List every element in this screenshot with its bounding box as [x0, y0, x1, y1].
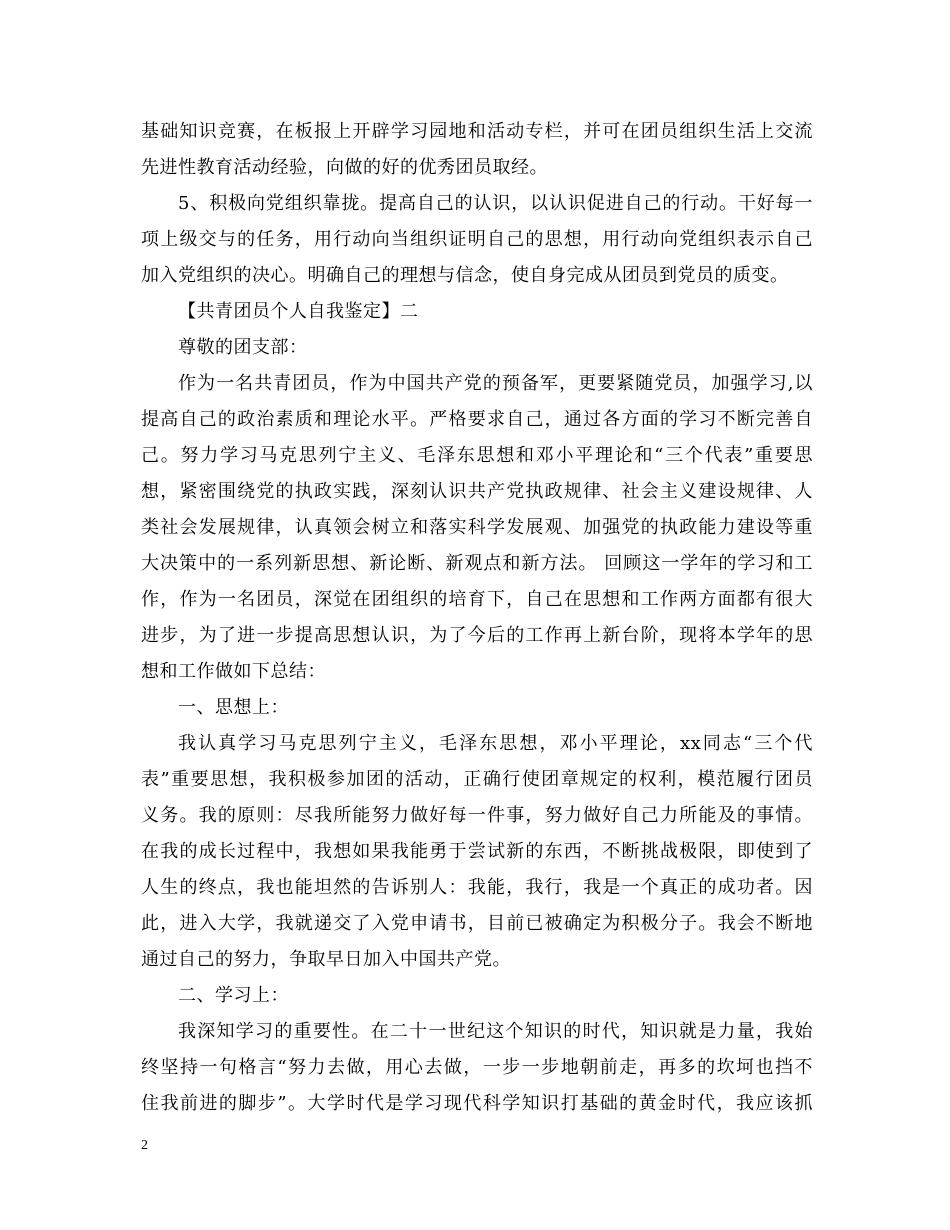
text-line: 住我前进的脚步”。大学时代是学习现代科学知识打基础的黄金时代，我应该抓 — [141, 1093, 813, 1114]
text-line: 在我的成长过程中，我想如果我能勇于尝试新的东西，不断挑战极限，即使到了 — [141, 841, 813, 862]
text-line: 作，作为一名团员，深觉在团组织的培育下，自己在思想和工作两方面都有很大 — [141, 589, 813, 610]
text-line: 我认真学习马克思列宁主义，毛泽东思想，邓小平理论，xx同志“三个代 — [178, 733, 813, 754]
text-line: 大决策中的一系列新思想、新论断、新观点和新方法。 回顾这一学年的学习和工 — [141, 553, 813, 574]
text-line: 一、思想上： — [178, 697, 289, 718]
text-line: 终坚持一句格言“努力去做，用心去做，一步一步地朝前走，再多的坎坷也挡不 — [141, 1057, 813, 1078]
text-line: 己。努力学习马克思列宁主义、毛泽东思想和邓小平理论和“三个代表”重要思 — [141, 445, 813, 466]
text-line: 基础知识竞赛，在板报上开辟学习园地和活动专栏，并可在团员组织生活上交流 — [141, 121, 813, 142]
text-line: 想，紧密围绕党的执政实践，深刻认识共产党执政规律、社会主义建设规律、人 — [141, 481, 813, 502]
text-line: 5、积极向党组织靠拢。提高自己的认识，以认识促进自己的行动。干好每一 — [178, 193, 813, 214]
text-line: 加入党组织的决心。明确自己的理想与信念，使自身完成从团员到党员的质变。 — [141, 265, 789, 286]
text-line: 进步，为了进一步提高思想认识，为了今后的工作再上新台阶，现将本学年的思 — [141, 625, 813, 646]
text-line: 义务。我的原则：尽我所能努力做好每一件事，努力做好自己力所能及的事情。 — [141, 805, 813, 826]
document-body — [141, 114, 813, 1122]
text-line: 表”重要思想，我积极参加团的活动，正确行使团章规定的权利，模范履行团员 — [141, 769, 813, 790]
text-line: 人生的终点，我也能坦然的告诉别人：我能，我行，我是一个真正的成功者。因 — [141, 877, 813, 898]
text-line: 此，进入大学，我就递交了入党申请书，目前已被确定为积极分子。我会不断地 — [141, 913, 813, 934]
text-line: 提高自己的政治素质和理论水平。严格要求自己，通过各方面的学习不断完善自 — [141, 409, 813, 430]
text-line: 作为一名共青团员，作为中国共产党的预备军，更要紧随党员，加强学习,以 — [178, 373, 813, 394]
text-line: 通过自己的努力，争取早日加入中国共产党。 — [141, 949, 511, 970]
text-line: 【共青团员个人自我鉴定】二 — [178, 301, 419, 322]
text-line: 二、学习上： — [178, 985, 289, 1006]
page-number: 2 — [141, 1138, 148, 1153]
text-line: 我深知学习的重要性。在二十一世纪这个知识的时代，知识就是力量，我始 — [178, 1021, 813, 1042]
text-line: 先进性教育活动经验，向做的好的优秀团员取经。 — [141, 157, 548, 178]
text-line: 尊敬的团支部： — [178, 337, 308, 358]
text-line: 项上级交与的任务，用行动向当组织证明自己的思想，用行动向党组织表示自己 — [141, 229, 813, 250]
text-line: 想和工作做如下总结： — [141, 661, 326, 682]
text-line: 类社会发展规律，认真领会树立和落实科学发展观、加强党的执政能力建设等重 — [141, 517, 813, 538]
